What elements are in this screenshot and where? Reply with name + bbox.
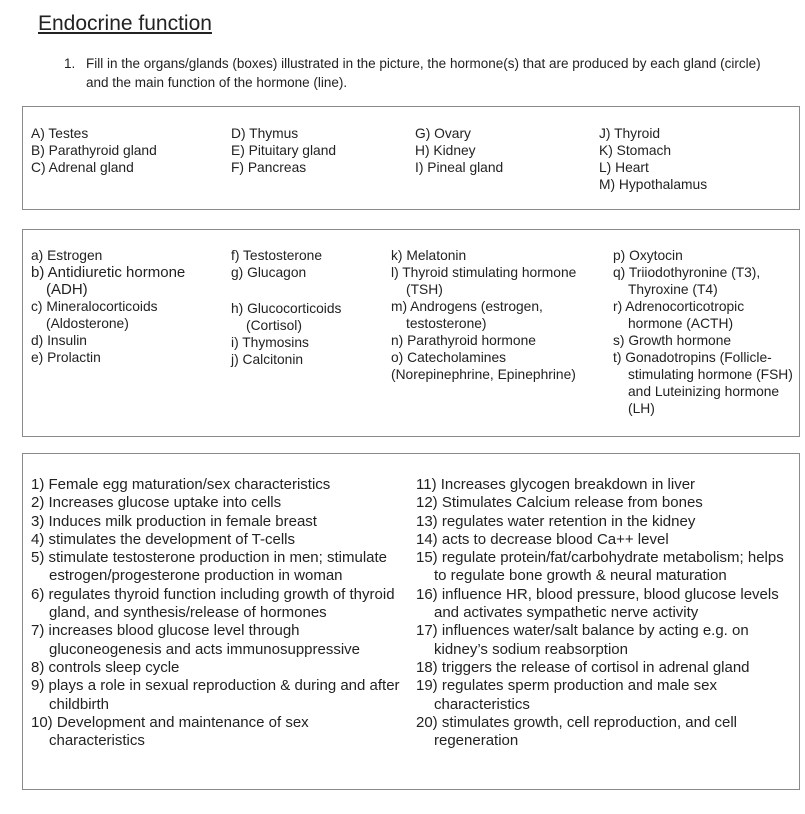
organ-item: M) Hypothalamus xyxy=(599,177,708,192)
hormone-item: d) Insulin xyxy=(31,333,87,348)
hormone-item: p) Oxytocin xyxy=(613,248,683,263)
function-item: 8) controls sleep cycle xyxy=(31,658,180,676)
organs-column-1 xyxy=(31,125,226,176)
hormones-box xyxy=(22,229,800,437)
hormone-item: r) Adrenocorticotropic hormone (ACTH) xyxy=(613,299,745,331)
organ-item: F) Pancreas xyxy=(231,160,307,175)
hormone-item: g) Glucagon xyxy=(231,265,307,280)
functions-box xyxy=(22,453,800,790)
organs-column-3 xyxy=(415,125,595,176)
hormone-item: o) Catecholamines (Norepinephrine, Epinephrine) xyxy=(391,350,576,382)
hormone-item: b) Antidiuretic hormone (ADH) xyxy=(31,264,186,298)
hormone-item: i) Thymosins xyxy=(231,335,309,350)
hormone-item: m) Androgens (estrogen, testosterone) xyxy=(391,299,543,331)
hormone-item: f) Testosterone xyxy=(231,248,323,263)
organ-item: K) Stomach xyxy=(599,143,672,158)
function-item: 14) acts to decrease blood Ca++ level xyxy=(416,530,669,548)
function-item: 12) Stimulates Calcium release from bones xyxy=(416,494,703,512)
organ-item: A) Testes xyxy=(31,126,89,141)
organs-column-2 xyxy=(231,125,411,176)
organ-item: D) Thymus xyxy=(231,126,299,141)
organ-item: C) Adrenal gland xyxy=(31,160,134,175)
hormone-item: n) Parathyroid hormone xyxy=(391,333,536,348)
function-item: 5) stimulate testosterone production in men; stimulate estrogen/progesterone production in woman xyxy=(31,549,388,585)
functions-column-1 xyxy=(23,476,401,750)
function-item: 20) stimulates growth, cell reproduction, and cell regeneration xyxy=(416,713,737,750)
function-item: 19) regulates sperm production and male sex characteristics xyxy=(416,677,717,713)
hormone-item: e) Prolactin xyxy=(31,350,101,365)
function-item: 7) increases blood glucose level through gluconeogenesis and acts immunosuppressive xyxy=(31,622,361,658)
hormone-item: s) Growth hormone xyxy=(613,333,732,348)
question-number: 1. xyxy=(64,56,76,71)
question-instructions xyxy=(64,54,764,92)
organ-item: J) Thyroid xyxy=(599,126,661,141)
function-item: 4) stimulates the development of T-cells xyxy=(31,530,296,548)
organ-item: I) Pineal gland xyxy=(415,160,504,175)
hormones-column-4 xyxy=(613,247,793,417)
function-item: 13) regulates water retention in the kidney xyxy=(416,512,696,530)
function-item: 1) Female egg maturation/sex characteristics xyxy=(31,476,331,493)
question-text: Fill in the organs/glands (boxes) illustrated in the picture, the hormone(s) that are produced by each gland (circle) and the main function of the hormone (line). xyxy=(86,56,761,90)
hormone-item: a) Estrogen xyxy=(31,248,103,263)
organs-box xyxy=(22,106,800,210)
function-item: 10) Development and maintenance of sex characteristics xyxy=(31,713,309,750)
hormone-item: c) Mineralocorticoids (Aldosterone) xyxy=(31,299,158,331)
hormone-item: l) Thyroid stimulating hormone (TSH) xyxy=(391,265,577,297)
organ-item: H) Kidney xyxy=(415,143,476,158)
function-item: 15) regulate protein/fat/carbohydrate metabolism; helps to regulate bone growth & neural maturation xyxy=(416,549,784,585)
hormone-item: q) Triiodothyronine (T3), Thyroxine (T4) xyxy=(613,265,761,297)
hormone-item: t) Gonadotropins (Follicle-stimulating hormone (FSH) and Luteinizing hormone (LH) xyxy=(613,350,793,416)
hormone-item: k) Melatonin xyxy=(391,248,467,263)
organ-item: E) Pituitary gland xyxy=(231,143,337,158)
hormone-spacer xyxy=(231,281,391,300)
function-item: 18) triggers the release of cortisol in adrenal gland xyxy=(416,658,750,676)
organs-column-4 xyxy=(599,125,789,193)
functions-column-2 xyxy=(408,476,793,750)
organ-item: G) Ovary xyxy=(415,126,471,141)
function-item: 17) influences water/salt balance by acting e.g. on kidney’s sodium reabsorption xyxy=(416,622,749,658)
function-item: 11) Increases glycogen breakdown in liver xyxy=(416,476,696,493)
function-item: 6) regulates thyroid function including growth of thyroid gland, and synthesis/release of hormones xyxy=(31,585,395,622)
organ-item: L) Heart xyxy=(599,160,649,175)
hormones-column-1 xyxy=(31,247,211,366)
function-item: 3) Induces milk production in female breast xyxy=(31,512,317,530)
function-item: 9) plays a role in sexual reproduction & during and after childbirth xyxy=(31,677,400,713)
function-item: 2) Increases glucose uptake into cells xyxy=(31,494,282,512)
hormone-item: j) Calcitonin xyxy=(231,352,304,367)
function-item: 16) influence HR, blood pressure, blood glucose levels and activates sympathetic nerve activity xyxy=(416,585,779,622)
hormones-column-3 xyxy=(391,247,609,383)
hormones-column-2 xyxy=(231,247,391,368)
organ-item: B) Parathyroid gland xyxy=(31,143,157,158)
page-title: Endocrine function xyxy=(38,12,212,35)
hormone-item: h) Glucocorticoids (Cortisol) xyxy=(231,301,342,333)
